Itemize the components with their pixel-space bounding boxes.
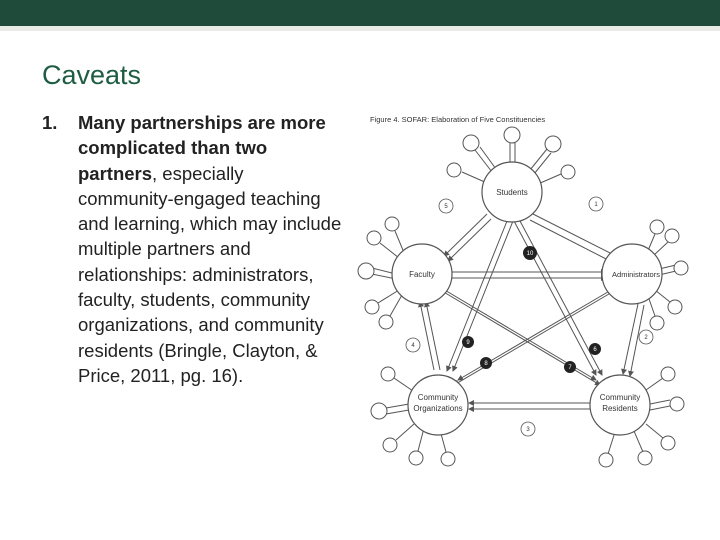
- label-administrators: Administrators: [612, 270, 660, 279]
- caveat-list: [42, 110, 342, 388]
- sofar-diagram: [350, 108, 690, 480]
- figure-caption: Figure 4. SOFAR: Elaboration of Five Constituencies: [370, 115, 546, 124]
- edge-label-10: 10: [526, 251, 534, 257]
- top-bar: [0, 0, 720, 26]
- edge-label-3: 3: [526, 427, 530, 433]
- caveat-bold-text: Many partnerships are more complicated than two partners: [78, 112, 326, 184]
- top-bar-accent: [0, 26, 720, 31]
- label-community-organizations-1: Community: [417, 393, 459, 402]
- edge-label-1: 1: [594, 202, 598, 208]
- slide-title: Caveats: [42, 60, 142, 90]
- edge-label-2: 2: [644, 335, 648, 341]
- caveat-text: [78, 110, 342, 388]
- caveat-number: 1.: [42, 112, 58, 133]
- edge-label-5: 5: [444, 204, 448, 210]
- edge-label-6: 6: [593, 347, 597, 353]
- label-community-residents-1: Community: [599, 393, 641, 402]
- edge-label-9: 9: [466, 340, 470, 346]
- label-students: Students: [496, 188, 528, 197]
- edge-label-4: 4: [411, 343, 415, 349]
- label-faculty: Faculty: [409, 270, 435, 279]
- label-community-residents-2: Residents: [602, 404, 638, 413]
- label-community-organizations-2: Organizations: [413, 404, 463, 413]
- edge-label-7: 7: [568, 365, 572, 371]
- caveat-rest-text: , especially community-engaged teaching and learning, which may include multiple partners and relationships: administrators, faculty, students, community organizations, and community residents (Bringle, Clayton, & Price, 2011, pg. 16).: [78, 162, 342, 386]
- sofar-figure: [350, 108, 690, 480]
- edge-label-8: 8: [484, 361, 488, 367]
